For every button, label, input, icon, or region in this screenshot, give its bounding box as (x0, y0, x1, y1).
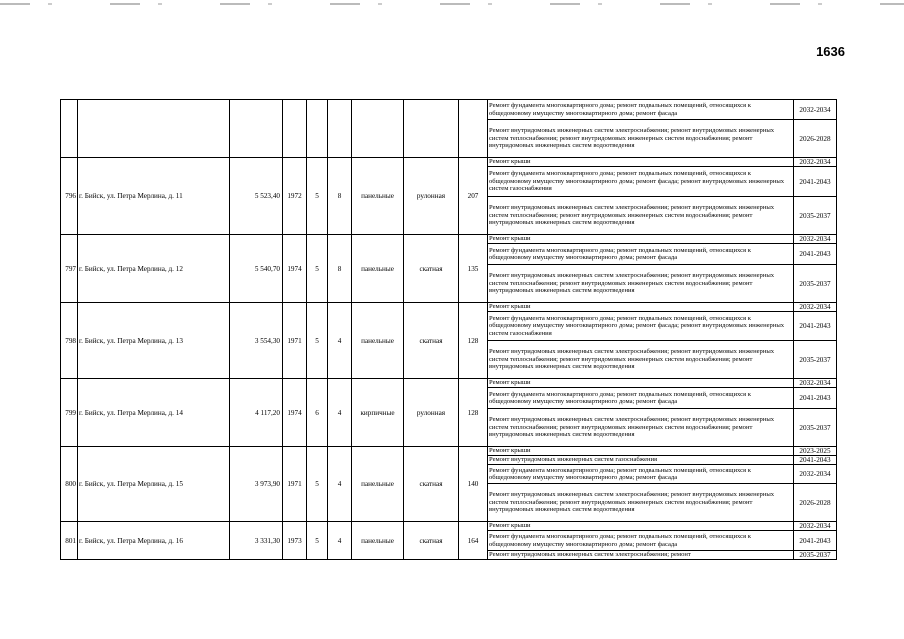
work-period: 2032-2034 (794, 522, 837, 531)
residents-count: 207 (459, 158, 488, 235)
roof-type: скатная (404, 303, 459, 379)
work-period: 2032-2034 (794, 158, 837, 167)
work-type: Ремонт фундамента многоквартирного дома; ремонт подвальных помещений, относящихся к общедомовому имуществу многоквартирного дома; ремонт фасада (488, 244, 794, 265)
build-year: 1971 (283, 303, 307, 379)
work-type: Ремонт внутридомовых инженерных систем электроснабжения; ремонт внутридомовых инженерных систем теплоснабжения; ремонт внутридомовых инженерных систем водоснабжения; ремонт внутридомовых инженерных систем водоотведения (488, 197, 794, 235)
floors-count: 5 (307, 303, 328, 379)
table-row (61, 235, 837, 244)
residents-count: 135 (459, 235, 488, 303)
table-row (61, 522, 837, 531)
building-area: 4 117,20 (230, 379, 283, 447)
residents-count (459, 100, 488, 158)
floors-count: 5 (307, 158, 328, 235)
work-type: Ремонт фундамента многоквартирного дома; ремонт подвальных помещений, относящихся к общедомовому имуществу многоквартирного дома; ремонт фасада (488, 100, 794, 120)
work-period: 2041-2043 (794, 167, 837, 197)
work-period: 2041-2043 (794, 531, 837, 551)
entrances-count: 4 (328, 522, 352, 560)
build-year: 1972 (283, 158, 307, 235)
wall-material: панельные (352, 158, 404, 235)
work-period: 2041-2043 (794, 244, 837, 265)
work-period: 2032-2034 (794, 379, 837, 388)
entrances-count: 8 (328, 158, 352, 235)
build-year: 1974 (283, 235, 307, 303)
work-type: Ремонт крыши (488, 158, 794, 167)
building-number: 801 (61, 522, 78, 560)
scan-artifact-line (0, 3, 904, 5)
entrances-count: 4 (328, 303, 352, 379)
work-type: Ремонт крыши (488, 303, 794, 312)
entrances-count: 8 (328, 235, 352, 303)
residents-count: 128 (459, 303, 488, 379)
residents-count: 128 (459, 379, 488, 447)
work-period: 2032-2034 (794, 465, 837, 484)
roof-type: скатная (404, 522, 459, 560)
build-year: 1974 (283, 379, 307, 447)
wall-material: панельные (352, 303, 404, 379)
work-type: Ремонт внутридомовых инженерных систем электроснабжения; ремонт внутридомовых инженерных систем теплоснабжения; ремонт внутридомовых инженерных систем водоснабжения; ремонт внутридомовых инженерных систем водоотведения (488, 265, 794, 303)
building-number (61, 100, 78, 158)
work-period: 2035-2037 (794, 197, 837, 235)
work-type: Ремонт фундамента многоквартирного дома; ремонт подвальных помещений, относящихся к общедомовому имуществу многоквартирного дома; ремонт фасада; ремонт внутридомовых инженерных систем газоснабжения (488, 167, 794, 197)
entrances-count: 4 (328, 379, 352, 447)
wall-material (352, 100, 404, 158)
entrances-count (328, 100, 352, 158)
work-period: 2032-2034 (794, 235, 837, 244)
work-period: 2035-2037 (794, 551, 837, 560)
build-year: 1973 (283, 522, 307, 560)
work-period: 2041-2043 (794, 312, 837, 341)
floors-count: 5 (307, 447, 328, 522)
work-period: 2023-2025 (794, 447, 837, 456)
roof-type: рулонная (404, 379, 459, 447)
wall-material: панельные (352, 235, 404, 303)
work-period: 2041-2043 (794, 456, 837, 465)
work-period: 2035-2037 (794, 409, 837, 447)
work-type: Ремонт внутридомовых инженерных систем электроснабжения; ремонт внутридомовых инженерных систем теплоснабжения; ремонт внутридомовых инженерных систем водоснабжения; ремонт внутридомовых инженерных систем водоотведения (488, 120, 794, 158)
building-address: г. Бийск, ул. Петра Мерлина, д. 16 (78, 522, 230, 560)
building-area: 3 554,30 (230, 303, 283, 379)
repair-program-table (60, 99, 837, 560)
building-number: 799 (61, 379, 78, 447)
building-address: г. Бийск, ул. Петра Мерлина, д. 13 (78, 303, 230, 379)
work-type: Ремонт крыши (488, 522, 794, 531)
building-area: 5 523,40 (230, 158, 283, 235)
building-number: 796 (61, 158, 78, 235)
table-row (61, 100, 837, 120)
build-year (283, 100, 307, 158)
building-number: 797 (61, 235, 78, 303)
work-type: Ремонт фундамента многоквартирного дома; ремонт подвальных помещений, относящихся к общедомовому имуществу многоквартирного дома; ремонт фасада; ремонт внутридомовых инженерных систем газоснабжения (488, 312, 794, 341)
wall-material: кирпичные (352, 379, 404, 447)
work-period: 2032-2034 (794, 100, 837, 120)
floors-count: 6 (307, 379, 328, 447)
building-area (230, 100, 283, 158)
work-period: 2035-2037 (794, 341, 837, 379)
work-type: Ремонт внутридомовых инженерных систем электроснабжения; ремонт внутридомовых инженерных систем теплоснабжения; ремонт внутридомовых инженерных систем водоснабжения; ремонт внутридомовых инженерных систем водоотведения (488, 484, 794, 522)
work-period: 2026-2028 (794, 484, 837, 522)
page-number: 1636 (816, 44, 845, 59)
work-period: 2026-2028 (794, 120, 837, 158)
building-address (78, 100, 230, 158)
work-period: 2035-2037 (794, 265, 837, 303)
roof-type (404, 100, 459, 158)
table-row (61, 447, 837, 456)
building-address: г. Бийск, ул. Петра Мерлина, д. 14 (78, 379, 230, 447)
work-type: Ремонт внутридомовых инженерных систем электроснабжения; ремонт (488, 551, 794, 560)
work-type: Ремонт фундамента многоквартирного дома; ремонт подвальных помещений, относящихся к общедомовому имуществу многоквартирного дома; ремонт фасада (488, 465, 794, 484)
building-address: г. Бийск, ул. Петра Мерлина, д. 12 (78, 235, 230, 303)
work-type: Ремонт фундамента многоквартирного дома; ремонт подвальных помещений, относящихся к общедомовому имуществу многоквартирного дома; ремонт фасада (488, 531, 794, 551)
work-period: 2032-2034 (794, 303, 837, 312)
table-row (61, 158, 837, 167)
work-type: Ремонт фундамента многоквартирного дома; ремонт подвальных помещений, относящихся к общедомовому имуществу многоквартирного дома; ремонт фасада (488, 388, 794, 409)
building-area: 3 973,90 (230, 447, 283, 522)
entrances-count: 4 (328, 447, 352, 522)
residents-count: 164 (459, 522, 488, 560)
work-type: Ремонт крыши (488, 235, 794, 244)
work-type: Ремонт внутридомовых инженерных систем газоснабжения (488, 456, 794, 465)
wall-material: панельные (352, 522, 404, 560)
building-area: 3 331,30 (230, 522, 283, 560)
build-year: 1971 (283, 447, 307, 522)
table-row (61, 303, 837, 312)
building-area: 5 540,70 (230, 235, 283, 303)
floors-count (307, 100, 328, 158)
table-row (61, 379, 837, 388)
work-period: 2041-2043 (794, 388, 837, 409)
building-number: 800 (61, 447, 78, 522)
building-address: г. Бийск, ул. Петра Мерлина, д. 15 (78, 447, 230, 522)
roof-type: рулонная (404, 158, 459, 235)
wall-material: панельные (352, 447, 404, 522)
floors-count: 5 (307, 235, 328, 303)
building-number: 798 (61, 303, 78, 379)
roof-type: скатная (404, 235, 459, 303)
work-type: Ремонт крыши (488, 447, 794, 456)
work-type: Ремонт внутридомовых инженерных систем электроснабжения; ремонт внутридомовых инженерных систем теплоснабжения; ремонт внутридомовых инженерных систем водоснабжения; ремонт внутридомовых инженерных систем водоотведения (488, 341, 794, 379)
building-address: г. Бийск, ул. Петра Мерлина, д. 11 (78, 158, 230, 235)
work-type: Ремонт крыши (488, 379, 794, 388)
residents-count: 140 (459, 447, 488, 522)
floors-count: 5 (307, 522, 328, 560)
roof-type: скатная (404, 447, 459, 522)
work-type: Ремонт внутридомовых инженерных систем электроснабжения; ремонт внутридомовых инженерных систем теплоснабжения; ремонт внутридомовых инженерных систем водоснабжения; ремонт внутридомовых инженерных систем водоотведения (488, 409, 794, 447)
